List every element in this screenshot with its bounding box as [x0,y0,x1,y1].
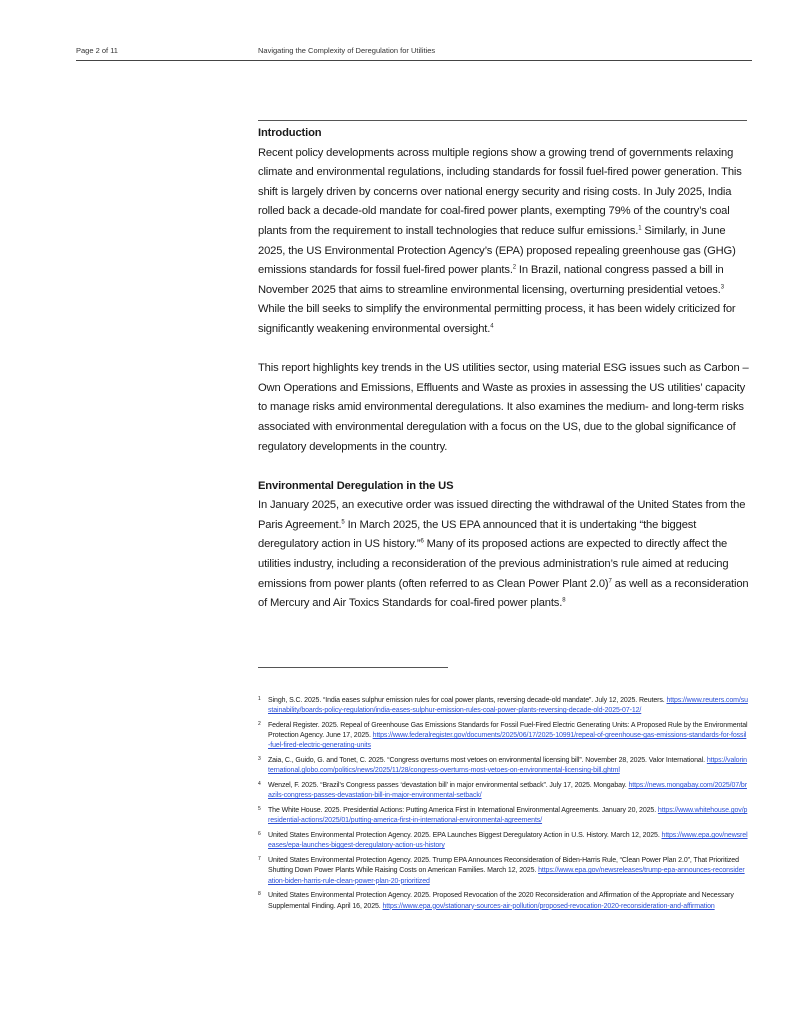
footnote-link[interactable]: https://valorinternational.globo.com/politics/news/2025/11/28/congress-overturns-most-vetoes-on-environmental-licensing-bill.ghtml [268,757,747,775]
introduction-paragraph-1 [258,144,753,340]
footnote-link[interactable]: https://news.mongabay.com/2025/07/brazils-congress-passes-devastation-bill-in-major-environmental-setback/ [268,782,747,800]
footnote-number: 7 [258,856,261,863]
footnote-ref-3[interactable]: 3 [720,284,724,291]
footnote-ref-4[interactable]: 4 [490,323,494,330]
footnote [258,721,748,752]
footnote-link[interactable]: https://www.reuters.com/sustainability/boards-policy-regulation/india-eases-sulphur-emission-rules-coal-power-plants-reversing-decade-old-2025-07-12/ [268,697,748,715]
footnote-text: United States Environmental Protection Agency. 2025. Trump EPA Announces Reconsideration of Biden-Harris Rule, “Clean Power Plan 2.0”, That Prioritized Shutting Down Power Plants While Raising Costs on American Families. March 12, 2025. [268,857,739,875]
footnote-link[interactable]: https://www.federalregister.gov/documents/2025/06/17/2025-10991/repeal-of-greenhouse-gas-emissions-standards-for-fossil-fuel-fired-electric-generating-units [268,732,747,750]
footnote-link[interactable]: https://www.epa.gov/newsreleases/trump-epa-announces-reconsideration-biden-harris-rule-clean-power-plan-20-prioritized [268,867,745,885]
footnote-ref-6[interactable]: 6 [420,538,424,545]
footnote-number: 5 [258,806,261,813]
footnote-number: 4 [258,781,261,788]
footnote-ref-5[interactable]: 5 [341,519,345,526]
footnote-link[interactable]: https://www.whitehouse.gov/presidential-actions/2025/01/putting-america-first-in-international-environmental-agreements/ [268,807,748,825]
page-number: Page 2 of 11 [76,46,118,55]
footnote [258,696,748,716]
footnote-text: The White House. 2025. Presidential Actions: Putting America First in International Environmental Agreements. January 20, 2025. [268,807,658,815]
main-content [258,124,753,614]
page-header [76,44,752,60]
text-run: as well as a reconsideration of Mercury and Air Toxics Standards for coal-fired power plants. [258,577,749,610]
footnote [258,806,748,826]
footnote-number: 8 [258,891,261,898]
footnote-number: 3 [258,756,261,763]
introduction-heading: Introduction [258,127,322,139]
footnote-link[interactable]: https://www.epa.gov/newsreleases/epa-launches-biggest-deregulatory-action-us-history [268,832,748,850]
footnote-number: 2 [258,721,261,727]
text-run: While the bill seeks to simplify the environmental permitting process, it has been widely criticized for significantly weakening environmental oversight. [258,303,736,335]
footnote [258,856,748,887]
text-run: Many of its proposed actions are expected to directly affect the utilities industry, including a reconsideration of the previous administration’s rule aimed at reducing emissions from power plants (often referred to as Clean Power Plant 2.0) [258,538,729,590]
section-divider [258,120,747,121]
footnote-number: 6 [258,831,261,838]
footnote-text: Zaia, C., Guido, G. and Tonet, C. 2025. “Congress overturns most vetoes on environmental licensing bill”. November 28, 2025. Valor International. [268,757,707,765]
header-divider [76,60,752,61]
deregulation-heading: Environmental Deregulation in the US [258,479,454,492]
footnote-ref-2[interactable]: 2 [512,264,516,271]
footnote-ref-8[interactable]: 8 [562,597,566,604]
footnote-link[interactable]: https://www.epa.gov/stationary-sources-air-pollution/proposed-revocation-2020-reconsideration-and-affirmation [382,902,715,910]
footnote-text: Wenzel, F. 2025. “Brazil’s Congress passes ‘devastation bill’ in major environmental setback”. July 17, 2025. Mongabay. [268,782,629,790]
footnote-ref-1[interactable]: 1 [638,225,642,232]
footnote-text: Federal Register. 2025. Repeal of Greenhouse Gas Emissions Standards for Fossil Fuel-Fired Electric Generating Units: A Proposed Rule by the Environmental Protection Agency. June 17, 2025. [268,722,748,740]
footnote-number: 1 [258,696,261,702]
footnote-text: Singh, S.C. 2025. “India eases sulphur emission rules for coal power plants, reversing decade-old mandate”. July 12, 2025. Reuters. [268,697,667,704]
footnote [258,891,748,911]
text-run: In March 2025, the US EPA announced that it is undertaking “the biggest deregulatory action in US history.” [258,518,697,551]
footnotes [258,696,748,916]
footnote-text: United States Environmental Protection Agency. 2025. EPA Launches Biggest Deregulatory Action in U.S. History. March 12, 2025. [268,832,662,840]
deregulation-paragraph [258,496,753,614]
footnote [258,831,748,851]
text-run: In January 2025, an executive order was issued directing the withdrawal of the United States from the Paris Agreement. [258,499,746,531]
text-run: In Brazil, national congress passed a bill in November 2025 that aims to streamline environmental licensing, overturning presidential vetoes. [258,264,724,296]
text-run: Recent policy developments across multiple regions show a growing trend of governments relaxing climate and environmental regulations, including standards for fossil fuel-fired power generation. This shift is largely driven by concerns over national energy security and rising costs. In July 2025, India rolled back a decade-old mandate for coal-fired power plants, exempting 79% of the country’s coal plants from the requirement to install technologies that reduce sulfur emissions. [258,146,742,237]
footnote-ref-7[interactable]: 7 [608,577,612,584]
text-run: Similarly, in June 2025, the US Environmental Protection Agency’s (EPA) proposed repealing greenhouse gas (GHG) emissions standards for fossil fuel-fired power plants. [258,224,736,277]
footnote [258,756,748,776]
introduction-paragraph-2: This report highlights key trends in the US utilities sector, using material ESG issues such as Carbon – Own Operations and Emissions, Effluents and Waste as proxies in assessing the US utilities’ capacity to manage risks amid environmental deregulations. It also examines the medium- and long-term risks associated with environmental deregulation with a focus on the US, due to the global significance of regulatory developments in the country. [258,362,749,453]
document-title: Navigating the Complexity of Deregulation for Utilities [258,46,436,55]
footnote [258,781,748,801]
footnote-divider [258,667,448,668]
footnote-text: United States Environmental Protection Agency. 2025. Proposed Revocation of the 2020 Reconsideration and Affirmation of the Appropriate and Necessary Supplemental Finding. April 16, 2025. [268,892,734,910]
